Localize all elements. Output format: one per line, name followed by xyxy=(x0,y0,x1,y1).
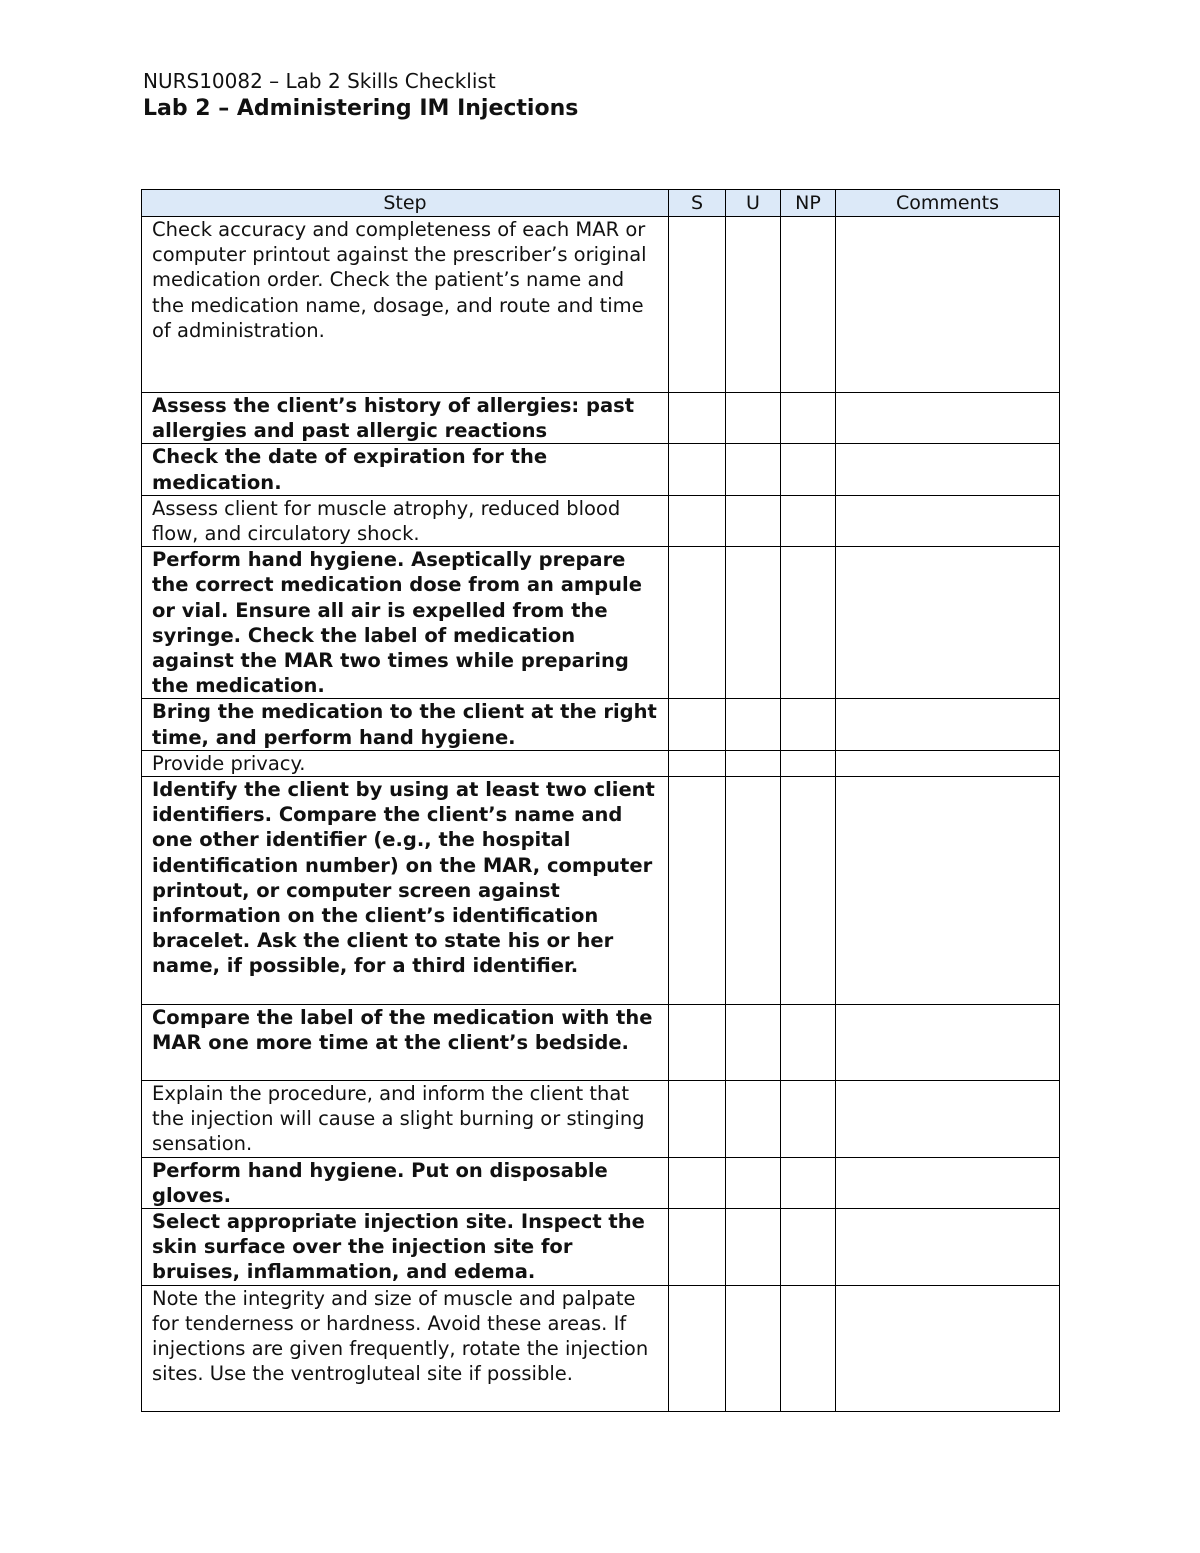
step-text: Check accuracy and completeness of each MAR or computer printout against the prescriber’s original medication order. Check the patient’s name and the medication name, dosage, and route and time of administration. xyxy=(142,217,669,393)
s-cell[interactable] xyxy=(669,1285,726,1411)
step-text: Provide privacy. xyxy=(142,750,669,776)
u-cell[interactable] xyxy=(726,750,781,776)
u-cell[interactable] xyxy=(726,1209,781,1286)
comments-cell[interactable] xyxy=(836,444,1060,495)
s-cell[interactable] xyxy=(669,1081,726,1158)
column-header-s: S xyxy=(669,190,726,217)
s-cell[interactable] xyxy=(669,777,726,1005)
table-row xyxy=(142,393,1060,444)
step-text: Compare the label of the medication with the MAR one more time at the client’s bedside. xyxy=(142,1005,669,1081)
table-row xyxy=(142,1157,1060,1208)
comments-cell[interactable] xyxy=(836,1081,1060,1158)
s-cell[interactable] xyxy=(669,547,726,699)
u-cell[interactable] xyxy=(726,1285,781,1411)
np-cell[interactable] xyxy=(781,547,836,699)
np-cell[interactable] xyxy=(781,750,836,776)
u-cell[interactable] xyxy=(726,1005,781,1081)
step-text: Select appropriate injection site. Inspect the skin surface over the injection site for bruises, inflammation, and edema. xyxy=(142,1209,669,1286)
comments-cell[interactable] xyxy=(836,750,1060,776)
comments-cell[interactable] xyxy=(836,777,1060,1005)
u-cell[interactable] xyxy=(726,393,781,444)
page-title: Lab 2 – Administering IM Injections xyxy=(143,96,579,121)
comments-cell[interactable] xyxy=(836,1285,1060,1411)
np-cell[interactable] xyxy=(781,1285,836,1411)
s-cell[interactable] xyxy=(669,1209,726,1286)
comments-cell[interactable] xyxy=(836,1157,1060,1208)
u-cell[interactable] xyxy=(726,1157,781,1208)
np-cell[interactable] xyxy=(781,699,836,750)
step-text: Bring the medication to the client at the right time, and perform hand hygiene. xyxy=(142,699,669,750)
np-cell[interactable] xyxy=(781,1209,836,1286)
comments-cell[interactable] xyxy=(836,217,1060,393)
step-text: Perform hand hygiene. Put on disposable gloves. xyxy=(142,1157,669,1208)
column-header-np: NP xyxy=(781,190,836,217)
step-text: Assess the client’s history of allergies: past allergies and past allergic reactions xyxy=(142,393,669,444)
s-cell[interactable] xyxy=(669,750,726,776)
s-cell[interactable] xyxy=(669,495,726,546)
s-cell[interactable] xyxy=(669,444,726,495)
step-text: Identify the client by using at least two client identifiers. Compare the client’s name and one other identifier (e.g., the hospital identification number) on the MAR, computer printout, or computer screen against information on the client’s identification bracelet. Ask the client to state his or her name, if possible, for a third identifier. xyxy=(142,777,669,1005)
table-body xyxy=(142,217,1060,1412)
np-cell[interactable] xyxy=(781,217,836,393)
step-text: Perform hand hygiene. Aseptically prepare the correct medication dose from an ampule or vial. Ensure all air is expelled from the syringe. Check the label of medication against the MAR two times while preparing the medication. xyxy=(142,547,669,699)
table-row xyxy=(142,1285,1060,1411)
np-cell[interactable] xyxy=(781,393,836,444)
step-text: Check the date of expiration for the medication. xyxy=(142,444,669,495)
course-line: NURS10082 – Lab 2 Skills Checklist xyxy=(143,69,496,93)
s-cell[interactable] xyxy=(669,699,726,750)
table-row xyxy=(142,777,1060,1005)
u-cell[interactable] xyxy=(726,777,781,1005)
table-header-row xyxy=(142,190,1060,217)
u-cell[interactable] xyxy=(726,495,781,546)
np-cell[interactable] xyxy=(781,1157,836,1208)
table-row xyxy=(142,1005,1060,1081)
s-cell[interactable] xyxy=(669,1005,726,1081)
skills-checklist-table xyxy=(141,189,1060,1412)
u-cell[interactable] xyxy=(726,699,781,750)
s-cell[interactable] xyxy=(669,1157,726,1208)
table-row xyxy=(142,1081,1060,1158)
step-text: Explain the procedure, and inform the client that the injection will cause a slight burning or stinging sensation. xyxy=(142,1081,669,1158)
comments-cell[interactable] xyxy=(836,1209,1060,1286)
table-row xyxy=(142,1209,1060,1286)
s-cell[interactable] xyxy=(669,217,726,393)
comments-cell[interactable] xyxy=(836,495,1060,546)
s-cell[interactable] xyxy=(669,393,726,444)
np-cell[interactable] xyxy=(781,495,836,546)
table-row xyxy=(142,547,1060,699)
table-row xyxy=(142,217,1060,393)
table-row xyxy=(142,699,1060,750)
column-header-step: Step xyxy=(142,190,669,217)
comments-cell[interactable] xyxy=(836,393,1060,444)
step-text: Note the integrity and size of muscle and palpate for tenderness or hardness. Avoid these areas. If injections are given frequently, rotate the injection sites. Use the ventrogluteal site if possible. xyxy=(142,1285,669,1411)
comments-cell[interactable] xyxy=(836,699,1060,750)
column-header-u: U xyxy=(726,190,781,217)
np-cell[interactable] xyxy=(781,1005,836,1081)
step-text: Assess client for muscle atrophy, reduced blood flow, and circulatory shock. xyxy=(142,495,669,546)
np-cell[interactable] xyxy=(781,777,836,1005)
comments-cell[interactable] xyxy=(836,1005,1060,1081)
u-cell[interactable] xyxy=(726,444,781,495)
table-row xyxy=(142,495,1060,546)
column-header-comments: Comments xyxy=(836,190,1060,217)
comments-cell[interactable] xyxy=(836,547,1060,699)
table-row xyxy=(142,750,1060,776)
u-cell[interactable] xyxy=(726,1081,781,1158)
table-row xyxy=(142,444,1060,495)
u-cell[interactable] xyxy=(726,217,781,393)
np-cell[interactable] xyxy=(781,444,836,495)
np-cell[interactable] xyxy=(781,1081,836,1158)
u-cell[interactable] xyxy=(726,547,781,699)
